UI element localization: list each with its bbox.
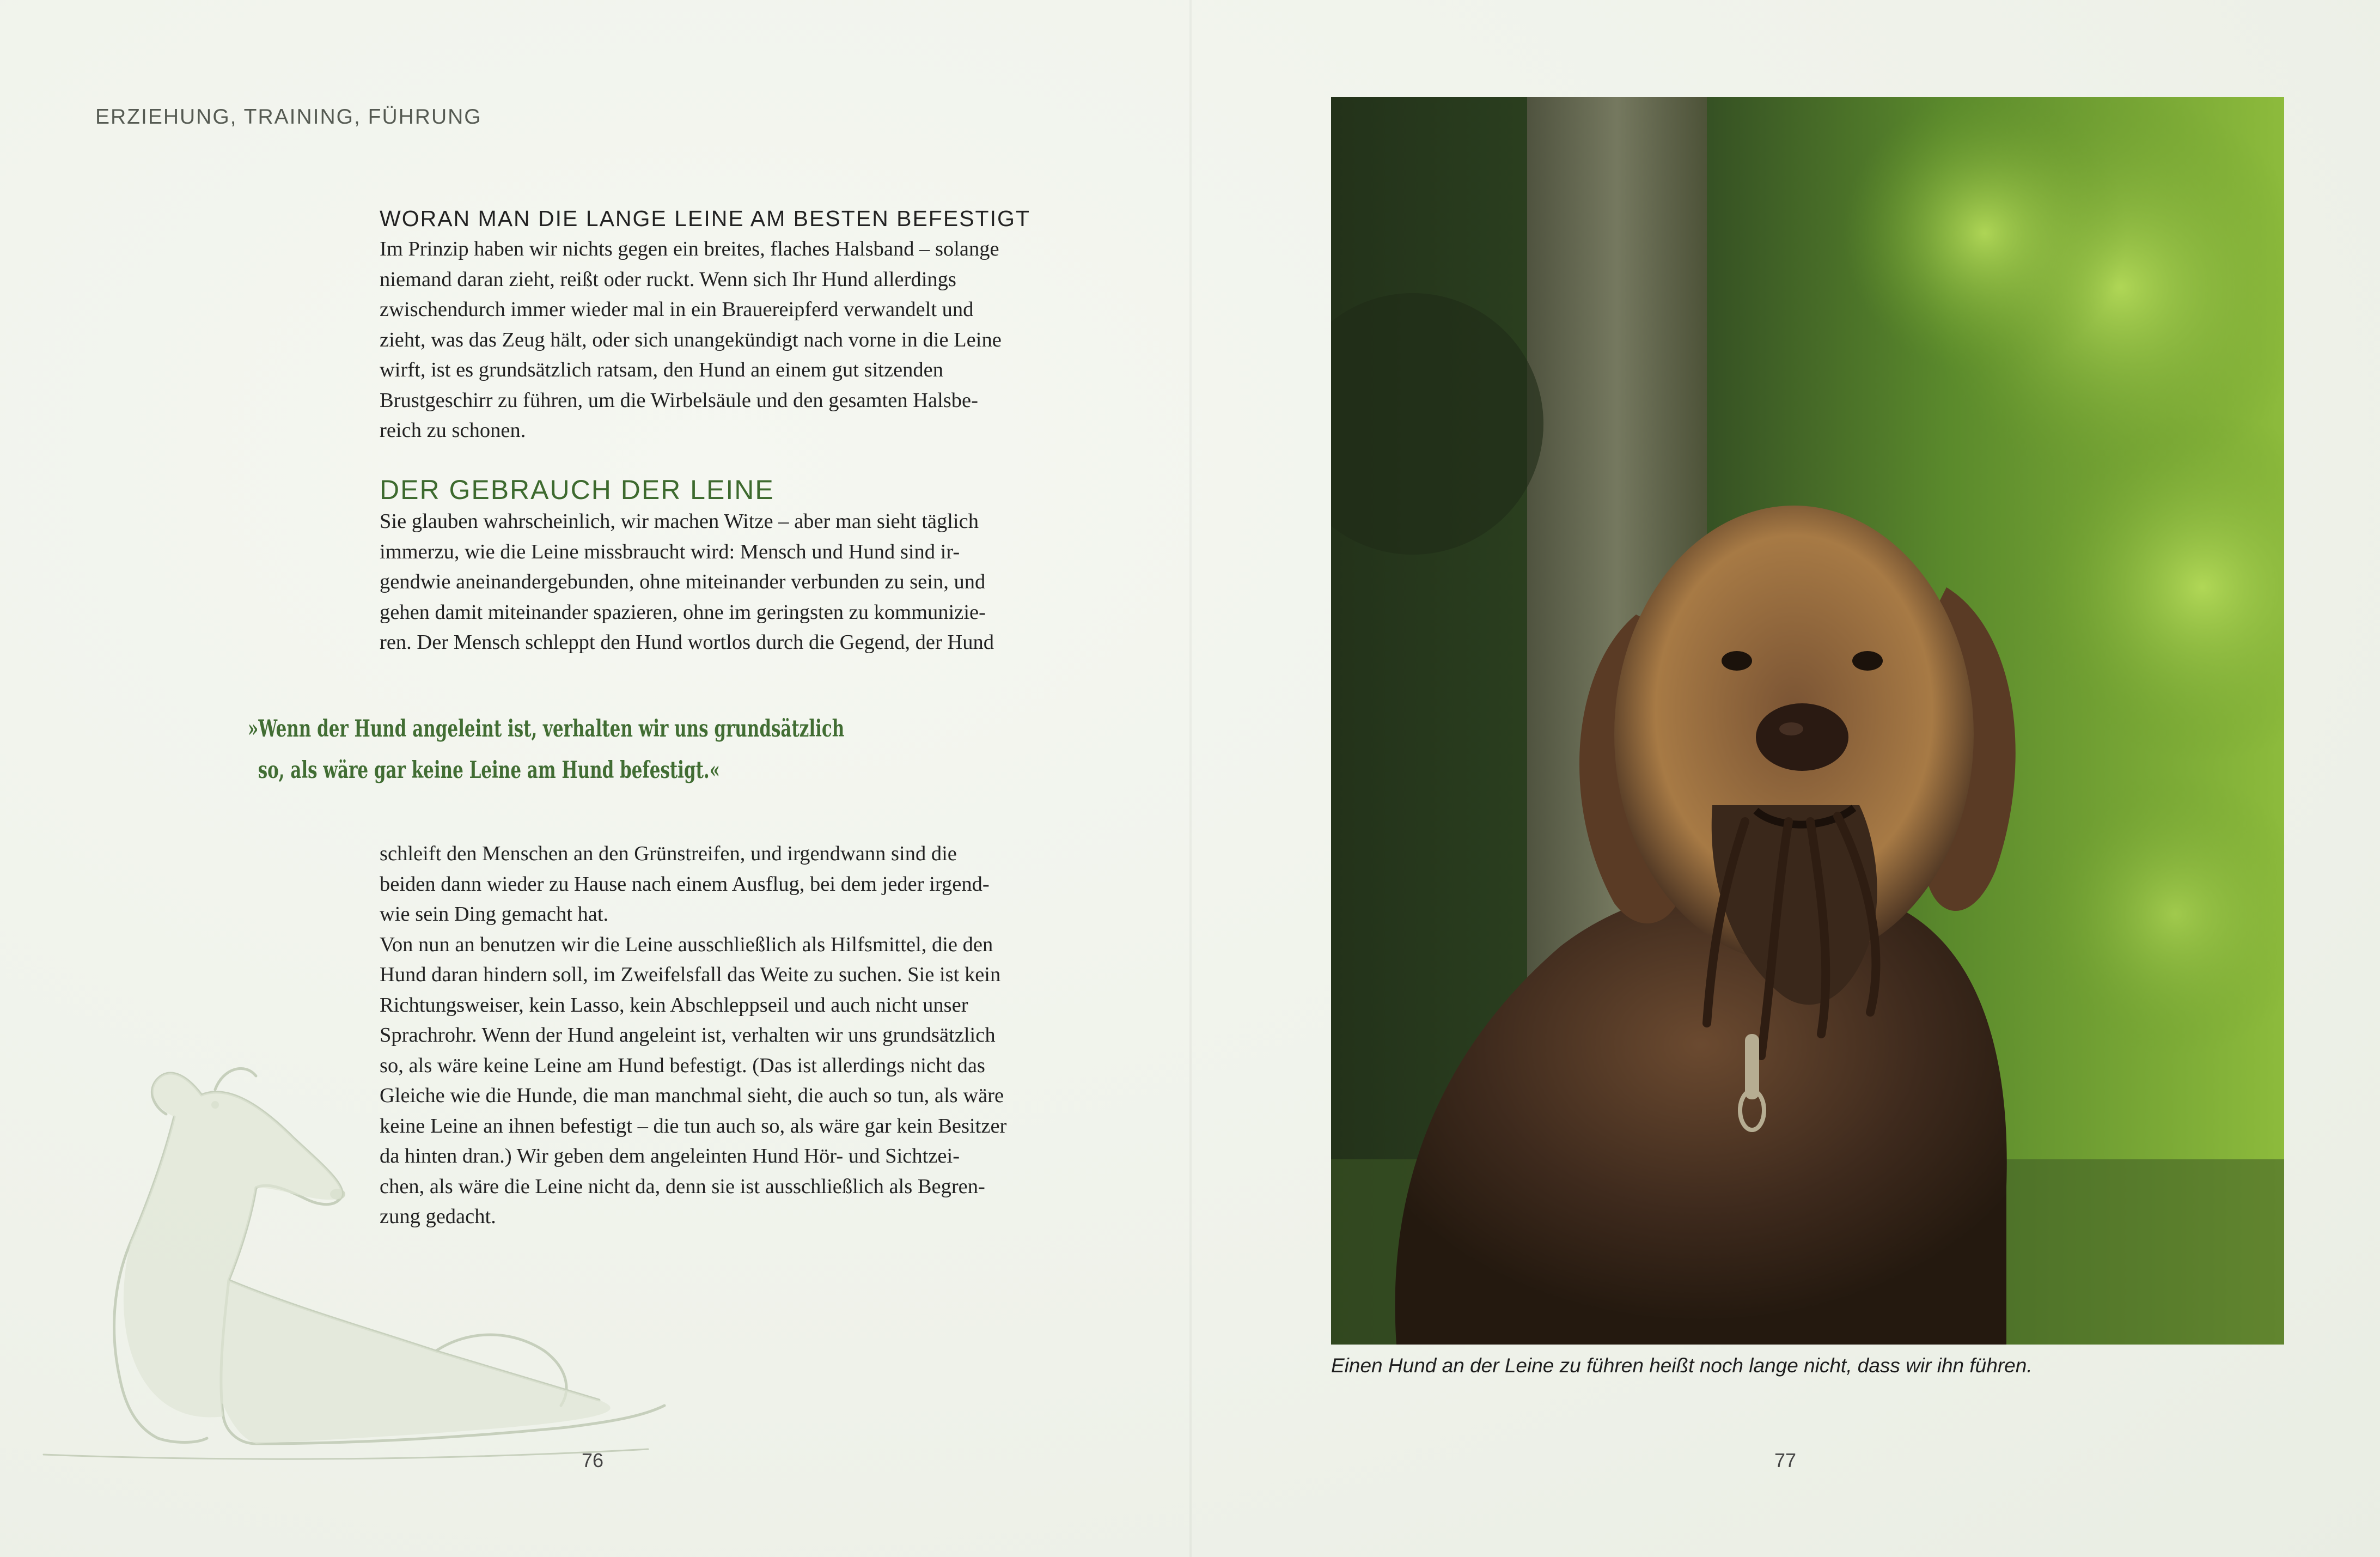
text-line: gendwie aneinandergebunden, ohne miteinander verbunden zu sein, und	[380, 570, 986, 593]
greyhound-sketch-illustration	[22, 1024, 686, 1471]
text-line: reich zu schonen.	[380, 419, 526, 442]
text-line: Im Prinzip haben wir nichts gegen ein breites, flaches Halsband – solange	[380, 238, 999, 260]
dog-photo	[1331, 97, 2284, 1345]
pull-quote-line: »Wenn der Hund angeleint ist, verhalten wir uns grundsätzlich	[248, 715, 845, 743]
text-line: Hund daran hindern soll, im Zweifelsfall das Weite zu suchen. Sie ist kein	[380, 963, 1001, 986]
text-line: wirft, ist es grundsätzlich ratsam, den Hund an einem gut sitzenden	[380, 358, 943, 381]
text-line: beiden dann wieder zu Hause nach einem Ausflug, bei dem jeder irgend-	[380, 872, 990, 896]
text-line: zieht, was das Zeug hält, oder sich unangekündigt nach vorne in die Leine	[380, 328, 1002, 351]
paragraph-2	[380, 507, 1055, 658]
text-line: ren. Der Mensch schleppt den Hund wortlos durch die Gegend, der Hund	[380, 631, 994, 654]
paragraph-1	[380, 234, 1055, 446]
text-line: schleift den Menschen an den Grünstreifen, und irgendwann sind die	[380, 842, 957, 865]
pull-quote	[248, 708, 844, 791]
page-number-right: 77	[1774, 1449, 1797, 1471]
page-fold	[1189, 0, 1192, 1557]
text-line: keine Leine an ihnen befestigt – die tun auch so, als wäre gar kein Besitzer	[380, 1114, 1007, 1138]
text-line: Gleiche wie die Hunde, die man manchmal sieht, die auch so tun, als wäre	[380, 1084, 1004, 1107]
photo-caption: Einen Hund an der Leine zu führen heißt noch lange nicht, dass wir ihn führen.	[1331, 1354, 2033, 1377]
text-line: chen, als wäre die Leine nicht da, denn sie ist ausschließlich als Begren-	[380, 1175, 985, 1198]
text-line: immerzu, wie die Leine missbraucht wird: Mensch und Hund sind ir-	[380, 540, 960, 563]
text-line: Brustgeschirr zu führen, um die Wirbelsäule und den gesamten Halsbe-	[380, 388, 978, 412]
text-line: zung gedacht.	[380, 1205, 496, 1228]
subheading: WORAN MAN DIE LANGE LEINE AM BESTEN BEFESTIGT	[380, 206, 1030, 231]
page-number-left: 76	[582, 1449, 604, 1471]
text-line: Von nun an benutzen wir die Leine ausschließlich als Hilfsmittel, die den	[380, 933, 993, 956]
section-heading: DER GEBRAUCH DER LEINE	[380, 475, 774, 505]
text-line: niemand daran zieht, reißt oder ruckt. Wenn sich Ihr Hund allerdings	[380, 267, 956, 291]
text-line: so, als wäre keine Leine am Hund befestigt. (Das ist allerdings nicht das	[380, 1054, 985, 1077]
text-line: Sie glauben wahrscheinlich, wir machen Witze – aber man sieht täglich	[380, 510, 979, 533]
text-line: da hinten dran.) Wir geben dem angeleinten Hund Hör- und Sichtzei-	[380, 1145, 960, 1167]
text-line: gehen damit miteinander spazieren, ohne im geringsten zu kommunizie-	[380, 600, 986, 624]
text-line: wie sein Ding gemacht hat.	[380, 903, 609, 926]
running-head: ERZIEHUNG, TRAINING, FÜHRUNG	[95, 105, 482, 129]
text-line: Sprachrohr. Wenn der Hund angeleint ist, verhalten wir uns grundsätzlich	[380, 1024, 996, 1047]
pull-quote-line: so, als wäre gar keine Leine am Hund befestigt.«	[258, 757, 721, 784]
text-line: zwischendurch immer wieder mal in ein Brauereipferd verwandelt und	[380, 298, 974, 321]
text-line: Richtungsweiser, kein Lasso, kein Abschleppseil und auch nicht unser	[380, 993, 968, 1017]
